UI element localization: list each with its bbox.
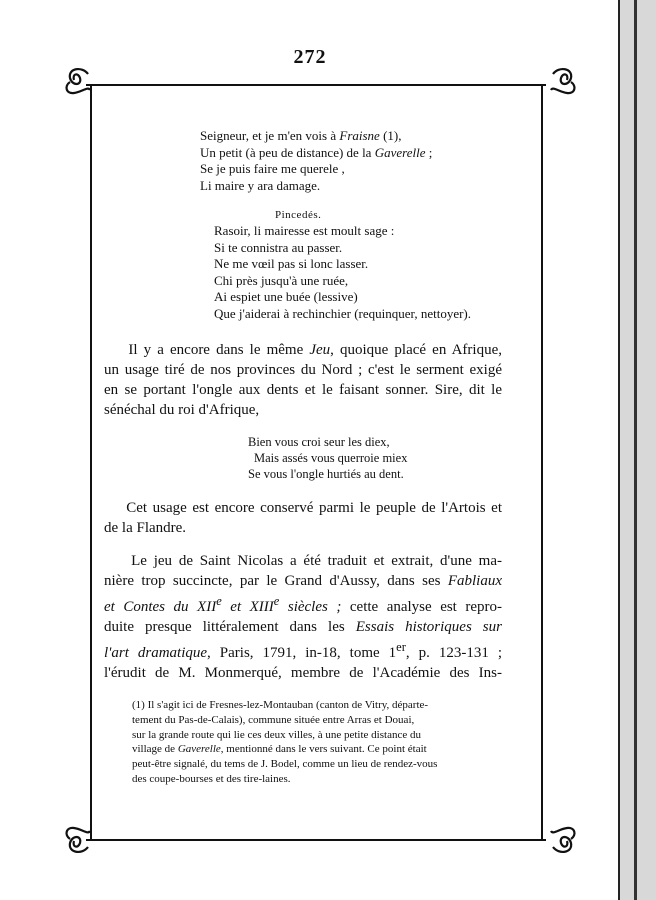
text-line: un usage tiré de nos provinces du Nord ; c'est le serment exigé: [104, 362, 502, 378]
verse-line: Se je puis faire me querele ,: [200, 161, 345, 176]
verse-line: Rasoir, li mairesse est moult sage :: [214, 223, 395, 238]
text-line: duite presque littéralement dans les Essais historiques sur: [104, 619, 502, 635]
footnote: [132, 698, 502, 787]
text-line: nière trop succincte, par le Grand d'Aussy, dans ses Fabliaux: [104, 573, 502, 589]
corner-ornament-bottom-left: [62, 825, 96, 855]
text-line: Le jeu de Saint Nicolas a été traduit et extrait, d'une ma-: [131, 553, 503, 569]
verse-line: Chi près jusqu'à une ruée,: [214, 272, 349, 288]
footnote-line: sur la grande route qui lie ces deux villes, à une petite distance du: [132, 728, 421, 741]
text-line: de la Flandre.: [104, 520, 187, 536]
paragraph-3: [104, 551, 502, 683]
verse-block-3: [248, 434, 407, 482]
corner-ornament-bottom-right: [545, 825, 579, 855]
text-line: sénéchal du roi d'Afrique,: [104, 402, 260, 418]
paragraph-2: [104, 498, 502, 538]
page-edge: [618, 0, 656, 900]
frame-left-rule: [90, 86, 92, 841]
paragraph-1: [104, 340, 502, 420]
verse-line: Mais assés vous querroie miex: [254, 451, 408, 465]
text-line: Cet usage est encore conservé parmi le peuple de l'Artois et: [126, 500, 502, 516]
corner-ornament-top-right: [545, 66, 579, 96]
verse-line: Seigneur, et je m'en vois à Fraisne (1),: [200, 128, 402, 143]
text-line: l'art dramatique, Paris, 1791, in-18, tome 1er, p. 123-131 ;: [104, 640, 503, 661]
text-line: l'érudit de M. Monmerqué, membre de l'Académie des Ins-: [104, 665, 502, 681]
speaker-name: Pincedés.: [275, 209, 322, 221]
footnote-line: tement du Pas-de-Calais), commune située entre Arras et Douai,: [132, 713, 415, 726]
verse-line: Ne me vœil pas si lonc lasser.: [214, 256, 369, 271]
frame-right-rule: [541, 86, 543, 841]
verse-line: Un petit (à peu de distance) de la Gaverelle ;: [200, 144, 433, 160]
frame-top-rule: [86, 84, 546, 86]
frame-bottom-rule: [86, 839, 546, 841]
footnote-line: des coupe-bourses et des tire-laines.: [132, 772, 291, 785]
verse-line: Ai espiet une buée (lessive): [214, 289, 358, 304]
text-line: en se portant l'ongle aux dents et le faisant sonner. Sire, dit le: [104, 382, 502, 398]
verse-line: Si te connistra au passer.: [214, 239, 343, 255]
verse-line: Que j'aiderai à rechinchier (requinquer, nettoyer).: [214, 305, 471, 321]
corner-ornament-top-left: [62, 66, 96, 96]
verse-block-1: [200, 128, 432, 194]
page-number: 272: [293, 46, 327, 68]
footnote-line: village de Gaverelle, mentionné dans le vers suivant. Ce point était: [132, 743, 427, 756]
verse-line: Bien vous croi seur les diex,: [248, 435, 390, 449]
verse-line: Se vous l'ongle hurtiés au dent.: [248, 467, 404, 481]
text-line: Il y a encore dans le même Jeu, quoique placé en Afrique,: [128, 342, 502, 358]
footnote-line: peut-être signalé, du tems de J. Bodel, comme un lieu de rendez-vous: [132, 758, 438, 771]
verse-block-2: [214, 223, 471, 322]
text-line: et Contes du XIIe et XIIIe siècles ; cette analyse est repro-: [104, 594, 503, 615]
verse-line: Li maire y ara damage.: [200, 177, 321, 193]
footnote-line: (1) Il s'agit ici de Fresnes-lez-Montauban (canton de Vitry, départe-: [132, 699, 429, 711]
